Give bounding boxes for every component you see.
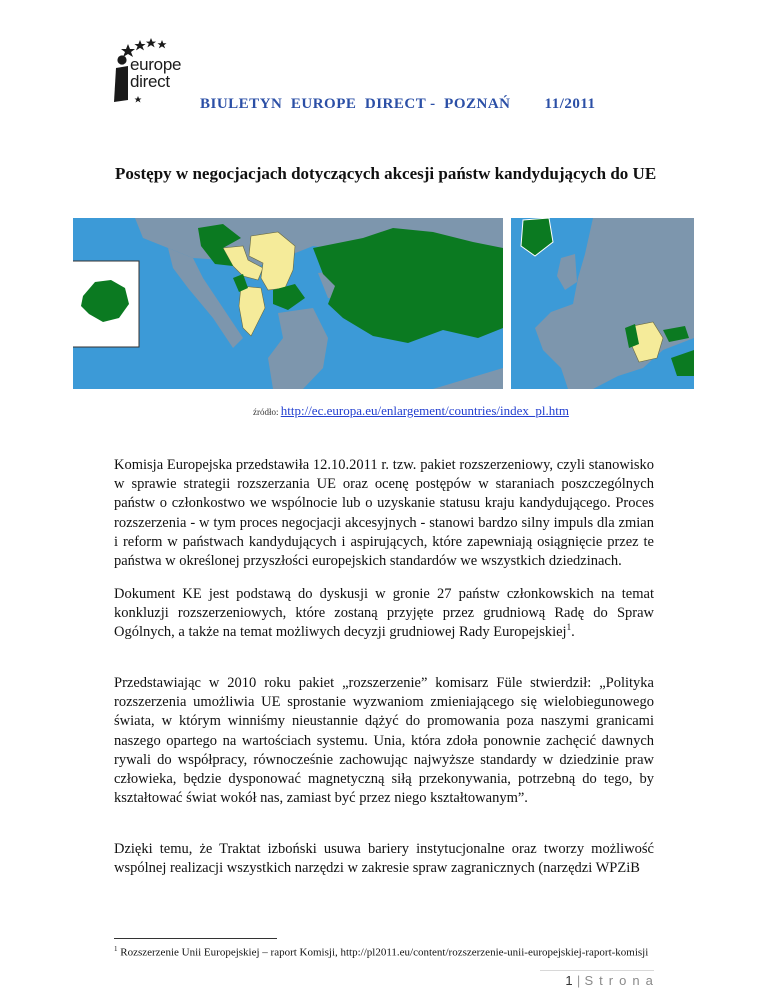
enlargement-maps xyxy=(73,218,694,389)
logo-wordmark xyxy=(130,56,181,90)
footnote-text: Rozszerzenie Unii Europejskiej – raport Komisji, http://pl2011.eu/content/rozszerzenie-unii-europejskiej-raport-komisji xyxy=(117,946,649,959)
logo-line-direct: direct xyxy=(130,72,170,91)
paragraph-2: Dokument KE jest podstawą do dyskusji w gronie 27 państw członkowskich na temat konkluzji rozszerzeniowych, które zostaną przyjęte przez grudniową Radę do Spraw Ogólnych, a także na temat możliwych decyzji grudniowej Rady Europejskiej$^1$. xyxy=(114,586,654,641)
map-source xyxy=(253,403,569,419)
logo-line-europe: europe xyxy=(130,55,182,74)
footnote-number: 1 xyxy=(114,945,118,953)
bulletin-issue: 11/2011 xyxy=(544,96,596,112)
paragraph-1: Komisja Europejska przedstawiła 12.10.2011 r. tzw. pakiet rozszerzeniowy, czyli stanowisko w sprawie strategii rozszerzania UE oraz ocenę postępów w staraniach poszczególnych państw o członkostwo we wspólnocie lub o uzyskanie statusu kraju kandydującego. Proces rozszerzenia - w tym proces negocjacji akcesyjnych - stanowi bardzo silny impuls dla zmian i reform w państwach kandydujących i aspirujących, które zapewniają osiągnięcie przez te państwa w określonej przyszłości europejskich standardów we wszystkich dziedzinach. xyxy=(114,457,654,570)
bulletin-header xyxy=(200,96,596,113)
bulletin-name: BIULETYN EUROPE DIRECT - POZNAŃ xyxy=(200,96,511,112)
footnote-reference[interactable]: 1 xyxy=(566,622,572,633)
page-word: S t r o n a xyxy=(584,973,654,988)
europe-overview-map xyxy=(511,218,694,389)
balkans-turkey-map xyxy=(73,218,503,389)
source-link[interactable]: http://ec.europa.eu/enlargement/countries/index_pl.htm xyxy=(280,403,569,418)
maps-illustration xyxy=(73,218,694,389)
paragraph-4: Dzięki temu, że Traktat izboński usuwa bariery instytucjonalne oraz tworzy możliwość wspólnej realizacji wszystkich narzędzi w zakresie spraw zagranicznych (narzędzi WPZiB xyxy=(114,841,654,877)
article-title: Postępy w negocjacjach dotyczących akcesji państw kandydujących do UE xyxy=(115,164,657,183)
page-separator: | xyxy=(576,973,582,988)
paragraph-2-text: Dokument KE jest podstawą do dyskusji w gronie 27 państw członkowskich na temat konkluzji rozszerzeniowych, które zostaną przyjęte przez grudniową Radę do Spraw Ogólnych, a także na temat możliwych decyzji grudniowej Rady Europejskiej xyxy=(114,586,654,641)
source-label: źródło: xyxy=(253,407,279,417)
page-number: 1 xyxy=(565,973,574,988)
footnote-divider xyxy=(114,938,277,939)
page-footer xyxy=(540,970,654,988)
footnote xyxy=(114,942,662,960)
paragraph-3: Przedstawiając w 2010 roku pakiet „rozszerzenie” komisarz Füle stwierdził: „Polityka rozszerzenia umożliwia UE sprostanie wyzwaniom zmieniającego się wielobiegunowego świata, w którym winniśmy nieustannie dążyć do promowania poza naszymi granicami naszego opartego na wartościach systemu. Unia, która zdoła ponownie zachęcić dawnych rywali do współpracy, równocześnie zachowując najwyższe standardy w dziedzinie praw człowieka, będzie dysponować magnetyczną siłą przekonywania, potrzebną do tego, by kształtować świat wokół nas, zamiast być przez niego kształtowanym”. xyxy=(114,675,654,807)
